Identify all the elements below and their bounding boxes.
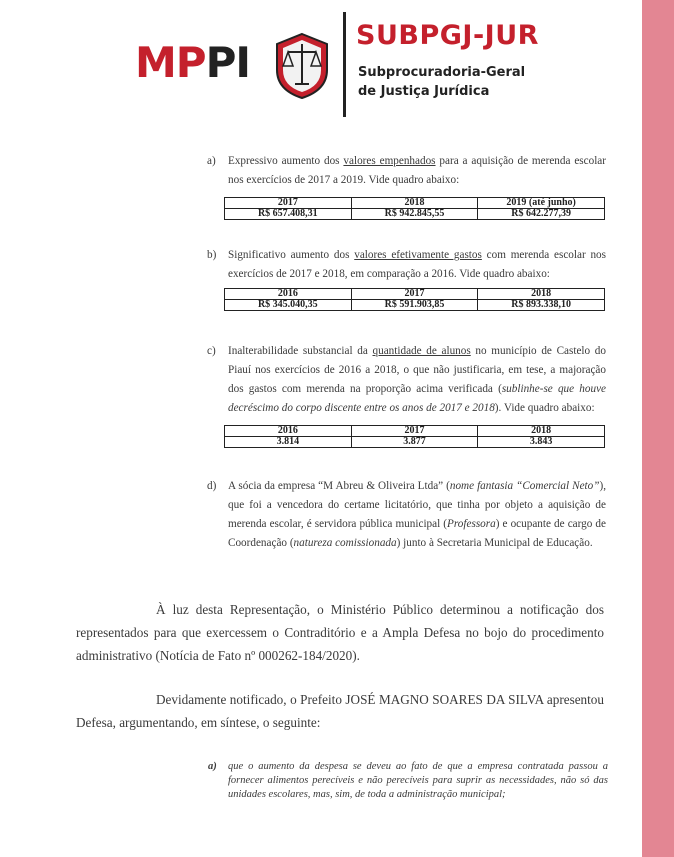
table-c — [224, 425, 605, 448]
item-c: c) Inalterabilidade substancial da quantidade de alunos no município de Castelo do Piauí nos exercícios de 2016 a 2018, o que não justificaria, em tese, a majoração dos gastos com merenda na proporção acima verificada (sublinhe-se que houve decréscimo do corpo discente entre os anos de 2017 e 2018). Vide quadro abaixo: — [207, 345, 606, 414]
brand-subtitle: Subprocuradoria-Geral de Justiça Jurídica — [358, 65, 526, 99]
item-a: a) Expressivo aumento dos valores empenhados para a aquisição de merenda escolar nos exercícios de 2017 a 2019. Vide quadro abaixo: — [207, 155, 607, 186]
table-b — [224, 288, 605, 311]
table-header-row: 2017 2018 2019 (até junho) — [225, 198, 605, 209]
mppi-logo: MPPI — [135, 38, 250, 87]
paragraph-defesa: Devidamente notificado, o Prefeito JOSÉ MAGNO SOARES DA SILVA apresentou Defesa, argumentando, em síntese, o seguinte: — [76, 692, 604, 730]
table-a — [224, 197, 605, 220]
item-d: d) A sócia da empresa “M Abreu & Oliveira Ltda” (nome fantasia “Comercial Neto”), que foi a vencedora do certame licitatório, que tinha por objeto a aquisição de merenda escolar, é servidora pública municipal (Professora) e ocupante de cargo de Coordenação (natureza comissionada) junto à Secretaria Municipal de Educação. — [207, 480, 606, 549]
side-color-band — [642, 0, 674, 857]
item-b: b) Significativo aumento dos valores efetivamente gastos com merenda escolar nos exercícios de 2017 e 2018, em comparação a 2016. Vide quadro abaixo: — [207, 249, 607, 280]
brand-title: SUBPGJ-JUR — [356, 20, 539, 51]
table-value-row: R$ 657.408,31 R$ 942.845,55 R$ 642.277,39 — [225, 209, 605, 220]
defense-quote-a: a) que o aumento da despesa se deveu ao fato de que a empresa contratada passou a fornecer alimentos perecíveis e não perecíveis para suprir as necessidades, não só das unidades escolares, mas, sim, de toda a administração municipal; — [208, 761, 608, 800]
header-divider — [343, 12, 346, 117]
table-value-row: 3.814 3.877 3.843 — [225, 437, 605, 448]
table-header-row: 2016 2017 2018 — [225, 426, 605, 437]
justice-seal-icon — [273, 32, 331, 100]
table-header-row: 2016 2017 2018 — [225, 289, 605, 300]
table-value-row: R$ 345.040,35 R$ 591.903,85 R$ 893.338,10 — [225, 300, 605, 311]
paragraph-representacao: À luz desta Representação, o Ministério Público determinou a notificação dos representados para que exercessem o Contraditório e a Ampla Defesa no bojo do procedimento administrativo (Notícia de Fato nº 000262-184/2020). — [76, 602, 604, 663]
